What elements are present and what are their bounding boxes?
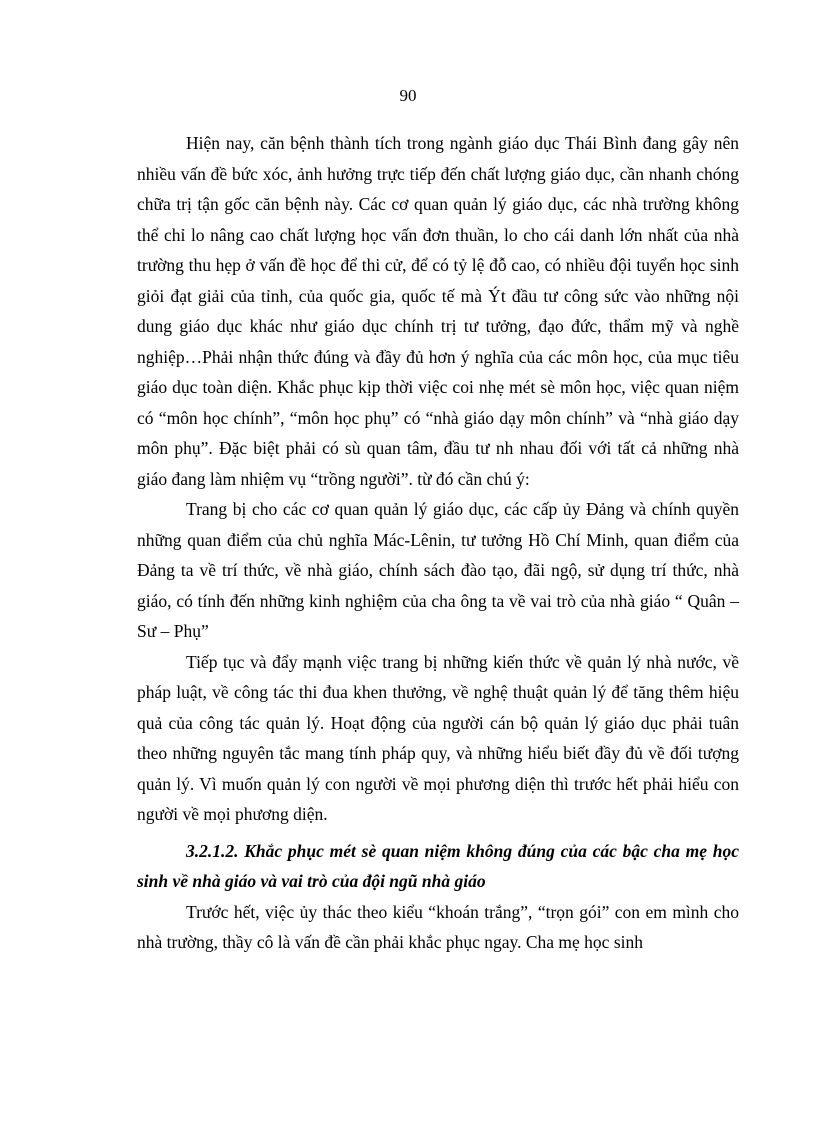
paragraph-4: Trước hết, việc ủy thác theo kiểu “khoán trắng”, “trọn gói” con em mình cho nhà trường, thầy cô là vấn đề cần phải khắc phục ngay. Cha mẹ học sinh bbox=[137, 901, 739, 952]
section-heading: 3.2.1.2. Khắc phục mét sè quan niệm không đúng của các bậc cha mẹ học sinh về nhà giáo và vai trò của đội ngũ nhà giáo bbox=[137, 840, 739, 891]
page-number: 90 bbox=[399, 86, 417, 105]
paragraph-2: Trang bị cho các cơ quan quản lý giáo dục, các cấp ủy Đảng và chính quyền những quan điểm của chủ nghĩa Mác-Lênin, tư tưởng Hồ Chí Minh, quan điểm của Đảng ta về trí thức, về nhà giáo, chính sách đào tạo, đãi ngộ, sử dụng trí thức, nhà giáo, có tính đến những kinh nghiệm của cha ông ta về vai trò của nhà giáo “ Quân – Sư – Phụ” bbox=[137, 499, 739, 641]
document-body bbox=[137, 128, 739, 958]
paragraph-3: Tiếp tục và đẩy mạnh việc trang bị những kiến thức về quản lý nhà nước, về pháp luật, về công tác thi đua khen thưởng, về nghệ thuật quản lý để tăng thêm hiệu quả của công tác quản lý. Hoạt động của người cán bộ quản lý giáo dục phải tuân theo những nguyên tắc mang tính pháp quy, và những hiểu biết đầy đủ về đối tượng quản lý. Vì muốn quản lý con người về mọi phương diện thì trước hết phải hiểu con người về mọi phương diện. bbox=[137, 651, 739, 824]
paragraph-1: Hiện nay, căn bệnh thành tích trong ngành giáo dục Thái Bình đang gây nên nhiều vấn đề bức xóc, ảnh hưởng trực tiếp đến chất lượng giáo dục, cần nhanh chóng chữa trị tận gốc căn bệnh này. Các cơ quan quản lý giáo dục, các nhà trường không thể chỉ lo nâng cao chất lượng học vấn đơn thuần, lo cho cái danh lớn nhất của nhà trường thu hẹp ở vấn đề học để thi cử, để có tỷ lệ đỗ cao, có nhiều đội tuyển học sinh giỏi đạt giải của tỉnh, của quốc gia, quốc tế mà Ýt đầu tư công sức vào những nội dung giáo dục khác như giáo dục chính trị tư tưởng, đạo đức, thẩm mỹ và nghề nghiệp…Phải nhận thức đúng và đầy đủ hơn ý nghĩa của các môn học, của mục tiêu giáo dục toàn diện. Khắc phục kịp thời việc coi nhẹ mét sè môn học, việc quan niệm có “môn học chính”, “môn học phụ” có “nhà giáo dạy môn chính” và “nhà giáo dạy môn phụ”. Đặc biệt phải có sù quan tâm, đầu tư nh nhau đối với tất cả những nhà giáo đang làm nhiệm vụ “trồng người”. từ đó cần chú ý: bbox=[137, 133, 739, 489]
